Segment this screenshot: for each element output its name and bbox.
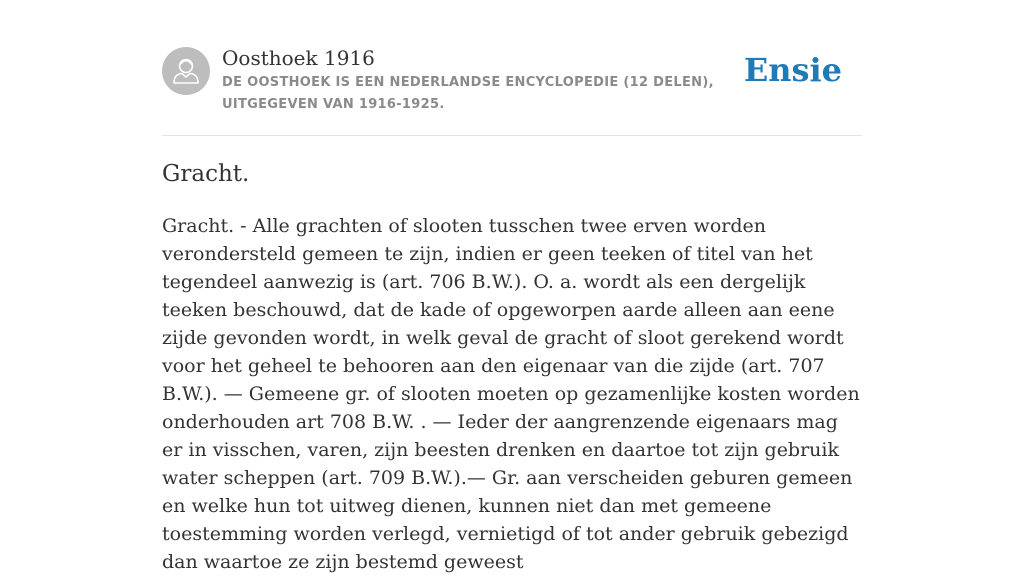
avatar[interactable] — [162, 47, 210, 95]
source-description: DE OOSTHOEK IS EEN NEDERLANDSE ENCYCLOPEDIE (12 DELEN), UITGEGEVEN VAN 1916-1925. — [222, 75, 714, 112]
ensie-logo-link[interactable]: Ensie — [743, 51, 842, 89]
header-divider — [162, 135, 862, 136]
source-header — [162, 46, 862, 116]
entry-title: Gracht. — [162, 161, 250, 187]
source-title[interactable]: Oosthoek 1916 — [222, 46, 375, 70]
user-silhouette-icon — [162, 47, 210, 95]
entry-body: Gracht. - Alle grachten of slooten tusschen twee erven worden verondersteld gemeen te zijn, indien er geen teeken of titel van het tegendeel aanwezig is (art. 706 B.W.). O. a. wordt als een dergelijk teeken beschouwd, dat de kade of opgeworpen aarde alleen aan eene zijde gevonden wordt, in welk geval de gracht of sloot gerekend wordt voor het geheel te behooren aan den eigenaar van die zijde (art. 707 B.W.). — Gemeene gr. of slooten moeten op gezamenlijke kosten worden onderhouden art 708 B.W. . — Ieder der aangrenzende eigenaars mag er in visschen, varen, zijn beesten drenken en daartoe tot zijn gebruik water scheppen (art. 709 B.W.).— Gr. aan verscheiden geburen gemeen en welke hun tot uitweg dienen, kunnen niet dan met gemeene toestemming worden verlegd, vernietigd of tot ander gebruik gebezigd dan waartoe ze zijn bestemd geweest — [162, 215, 860, 573]
